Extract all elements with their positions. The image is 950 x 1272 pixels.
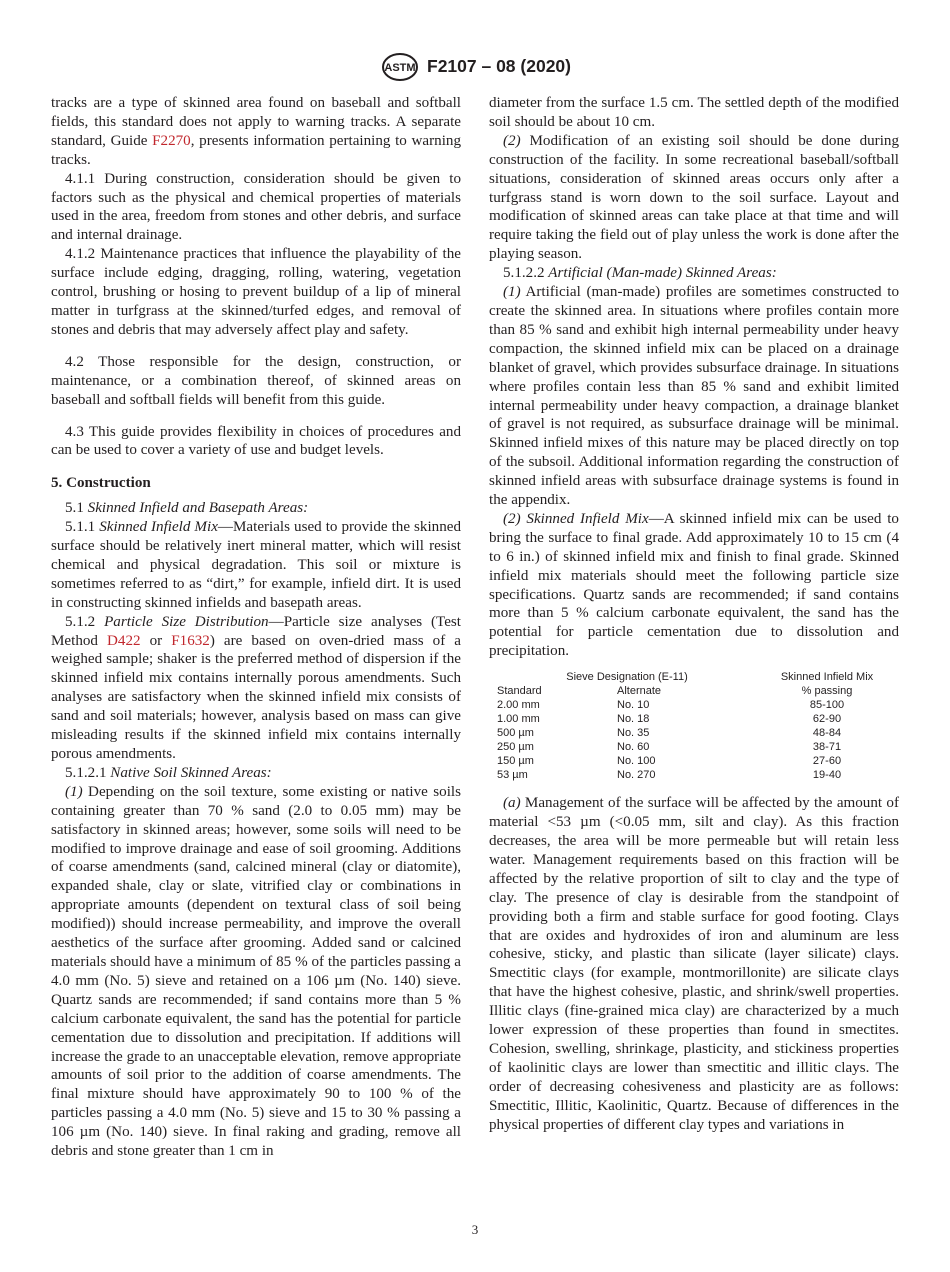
paragraph-4-1-1: 4.1.1 During construction, consideration should be given to factors such as the physical and chemical properties of materials used in the area, freedom from stones and other debris, and surface and internal drainage. <box>51 170 461 244</box>
table-row <box>497 726 897 740</box>
page-number: 3 <box>471 1222 479 1237</box>
paragraph-native-soil-2: (2) Modification of an existing soil should be done during construction of the facility. In some recreational baseball/softball situations, consideration of skinned areas occurs only after a turfgrass stand is worn down to the soil surface. Layout and modification of skinned areas can take place at that time and will require taking the field out of play unless the work is done after the playing season. <box>489 132 899 263</box>
link-d422[interactable]: D422 <box>107 632 141 649</box>
right-column <box>489 94 899 1135</box>
cell-standard: 1.00 mm <box>497 713 540 726</box>
document-designation: F2107 – 08 (2020) <box>427 56 571 76</box>
left-column <box>51 94 461 1161</box>
cell-standard: 2.00 mm <box>497 699 540 712</box>
paragraph-artificial-1: (1) Artificial (man-made) profiles are sometimes constructed to create the skinned area. In situations where profiles contain more than 85 % sand and exhibit high internal permeability under heavy compaction, the skinned infield mix can be placed on a drainage blanket of gravel, which provides subsurface drainage. In situations where profiles contain less than 85 % sand and exhibit limited internal permeability under heavy compaction, a drainage blanket of gravel is not required, as subsurface drainage will be minimal. Skinned infield mixes of this nature may be placed directly on top of the subsoil. Additional information regarding the construction of skinned infield areas with subsurface drainage systems is found in the appendix. <box>489 284 899 509</box>
paragraph-4-1-2: 4.1.2 Maintenance practices that influence the playability of the surface include edging, dragging, rolling, watering, vegetation control, brushing or hosing to prevent buildup of a lip of mineral matter in turfgrass at the skinned/turfed edges, and removal of stones and debris that may adversely affect play and safety. <box>51 246 461 338</box>
paragraph-5-1-1: 5.1.1 Skinned Infield Mix—Materials used to provide the skinned surface should be relatively inert mineral matter, which will resist chemical and physical degradation. This soil or mixture is sometimes referred to as “dirt,” for example, infield dirt. It is used in constructing skinned infields and basepath areas. <box>51 519 461 611</box>
cell-standard: 500 µm <box>497 727 534 740</box>
sieve-table <box>497 670 897 782</box>
table-subheader-alternate: Alternate <box>617 685 662 698</box>
section-heading-construction: 5. Construction <box>51 475 151 492</box>
cell-alternate: No. 10 <box>617 699 650 712</box>
table-header-mix: Skinned Infield Mix <box>780 671 874 684</box>
paragraph-4-2: 4.2 Those responsible for the design, construction, or maintenance, or a combination thereof, of skinned areas on baseball and softball fields will benefit from this guide. <box>51 353 461 408</box>
cell-alternate: No. 35 <box>617 727 650 740</box>
cell-alternate: No. 60 <box>617 741 650 754</box>
cell-standard: 150 µm <box>497 755 534 768</box>
table-subheader-passing: % passing <box>801 685 853 698</box>
paragraph-native-soil-1: (1) Depending on the soil texture, some existing or native soils containing greater than 70 % sand (2.0 to 0.05 mm) may be satisfactory in skinned areas; however, some soils will need to be modified to improve drainage and ease of soil grooming. Additions of coarse amendments (sand, calcined mineral (clay or diatomite), expanded shale, clay or slate, vitrified clay or combinations in appropriate amounts (dependent on textural class of soil being modified)) should increase permeability, and improve the overall aesthetics of the surface after grooming. Added sand or calcined materials should have a minimum of 85 % of the particles passing a 4.0 mm (No. 5) sieve and retained on a 106 µm (No. 140) sieve. Quartz sands are recommended; if sand contains more than 5 % calcium carbonate equivalent, the sand has the potential for particle cementation due to dissolution and precipitation. If additions will increase the grade to an unacceptable elevation, remove appropriate amounts of soil prior to the addition of coarse amendments. The final mixture should have approximately 90 to 100 % of the particles passing a 4.0 mm (No. 5) sieve and 15 to 30 % passing a 106 µm (No. 140) sieve. In final raking and grading, remove all debris and stone greater than 1 cm in <box>51 783 461 1160</box>
paragraph-diameter: diameter from the surface 1.5 cm. The settled depth of the modified soil should be about 10 cm. <box>489 95 899 130</box>
table-row <box>497 712 897 726</box>
cell-passing: 27-60 <box>812 755 842 768</box>
cell-alternate: No. 270 <box>617 769 656 782</box>
link-f1632[interactable]: F1632 <box>171 632 210 649</box>
table-header-row <box>497 670 897 684</box>
paragraph-5-1-2: 5.1.2 Particle Size Distribution—Particle size analyses (Test Method D422 or F1632) are based on oven-dried mass of a weighed sample; shaker is the preferred method of dispersion if the skinned infield mix contains internally porous amendments. Such analyses are satisfactory when the skinned infield mix consists of sand and soil materials; however, analysis based on mass can give misleading results if the skinned infield mix contains internally porous amendments. <box>51 613 461 762</box>
table-row <box>497 740 897 754</box>
paragraph-tracks: tracks are a type of skinned area found on baseball and softball fields, this standard does not apply to warning tracks. A separate standard, Guide F2270, presents information pertaining to warning tracks. <box>51 95 461 168</box>
paragraph-5-1: 5.1 Skinned Infield and Basepath Areas: <box>65 500 309 517</box>
table-row <box>497 754 897 768</box>
table-subheader-row <box>497 684 897 698</box>
paragraph-5-1-2-2: 5.1.2.2 Artificial (Man-made) Skinned Areas: <box>503 265 777 282</box>
svg-text:ASTM: ASTM <box>384 62 416 74</box>
cell-passing: 85-100 <box>809 699 845 712</box>
cell-passing: 38-71 <box>812 741 842 754</box>
cell-standard: 53 µm <box>497 769 528 782</box>
cell-passing: 48-84 <box>812 727 842 740</box>
cell-standard: 250 µm <box>497 741 534 754</box>
paragraph-artificial-2: (2) Skinned Infield Mix—A skinned infield mix can be used to bring the surface to final grade. Add approximately 10 to 15 cm (4 to 6 in.) of skinned infield mix and finish to final grade. Skinned infield mix materials should meet the following particle size specifications. Quartz sands are recommended; if sand contains more than 5 % calcium carbonate equivalent, the sand has the potential for particle cementation due to dissolution and precipitation. <box>489 510 899 660</box>
table-header-sieve: Sieve Designation (E-11) <box>566 671 688 684</box>
paragraph-4-3: 4.3 This guide provides flexibility in choices of procedures and can be used to cover a variety of use and budget levels. <box>51 423 461 459</box>
table-row <box>497 698 897 712</box>
cell-alternate: No. 100 <box>617 755 656 768</box>
paragraph-5-1-2-1: 5.1.2.1 Native Soil Skinned Areas: <box>65 764 272 781</box>
cell-passing: 62-90 <box>812 713 842 726</box>
astm-logo-icon <box>381 52 419 82</box>
paragraph-management-a: (a) Management of the surface will be affected by the amount of material <53 µm (<0.05 mm, silt and clay). As this fraction decreases, the area will be more permeable but will retain less water. Management requirements based on this fraction will be affected by the relative proportion of silt to clay and the type of clay. The presence of clay is desirable from the standpoint of providing both a firm and stable surface for good footing. Clays that are oxides and hydroxides of iron and aluminum are less cohesive, sticky, and plastic than silicate (layer silicate) clays. Smectitic clays (for example, montmorillonite) are silicate clays that have the highest cohesive, plastic, and shrink/swell properties. Illitic clays (fine-grained mica clay) are characterized by a much lower expression of these properties than found in smectites. Cohesion, swelling, shrinkage, plasticity, and stickiness properties of kaolinitic clays are lower than smectitic and illitic clays. The order of decreasing cohesiveness and plasticity are as follows: Smectitic, Illitic, Kaolinitic, Quartz. Because of differences in the physical properties of different clay types and variations in <box>489 795 899 1133</box>
cell-alternate: No. 18 <box>617 713 650 726</box>
page-header <box>0 52 950 86</box>
table-subheader-standard: Standard <box>497 685 542 698</box>
table-row <box>497 768 897 782</box>
link-f2270[interactable]: F2270 <box>152 132 191 149</box>
cell-passing: 19-40 <box>812 769 842 782</box>
